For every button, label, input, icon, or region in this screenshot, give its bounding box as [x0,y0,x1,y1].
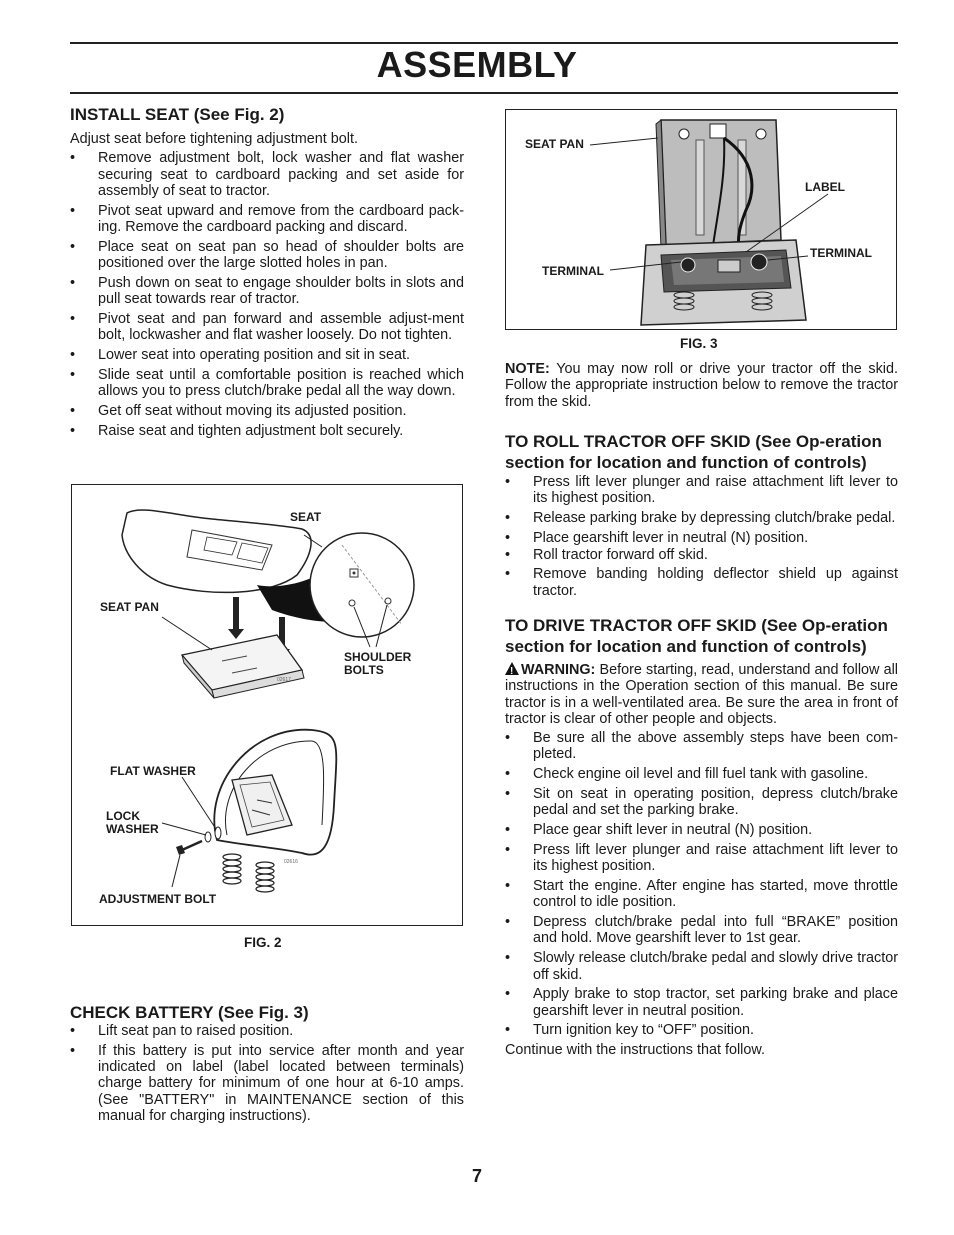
list-item: • Remove banding holding deflector shield up against tractor. [505,566,898,599]
install-seat-intro: Adjust seat before tightening adjustment bolt. [70,131,358,147]
list-item: • Start the engine. After engine has started, move throttle control to idle position. [505,878,898,911]
adjustment-bolt-label: ADJUSTMENT BOLT [99,892,217,906]
list-item: • Be sure all the above assembly steps have been com-pleted. [505,730,898,763]
right-column-text [505,361,898,1059]
drive-off-steps [505,730,898,1039]
fig3-seat-pan-label: SEAT PAN [525,137,584,151]
roll-off-steps [505,474,898,599]
list-item: • Remove adjustment bolt, lock washer and flat washer securing seat to cardboard packing and set aside for assembly of seat to tractor. [70,150,464,199]
flat-washer-label: FLAT WASHER [110,764,196,778]
figure-2-seat-assembly [71,484,463,926]
install-seat-heading: INSTALL SEAT (See Fig. 2) [70,105,285,124]
seat-assembly-illustration [72,485,462,925]
shoulder-bolts-label: SHOULDER BOLTS [344,650,412,677]
drive-off-outro: Continue with the instructions that follow. [505,1042,765,1059]
figure-3-battery [505,109,897,330]
warning-prefix: WARNING: [521,661,596,678]
warning-icon: ! [505,662,519,675]
part-code-02616: 02616 [284,859,298,865]
list-item: • Depress clutch/brake pedal into full “BRAKE” position and hold. Move gearshift lever to 1st gear. [505,914,898,947]
warning-text: Before starting, read, understand and follow all instructions in the Operation section of this manual. Be sure tractor is in a well-ventilated area. Be sure the area in front of tractor is clear of other people and objects. [505,661,898,727]
list-item: • If this battery is put into service after month and year indicated on label (label located between terminals) charge battery for minimum of one hour at 6-10 amps. (See "BATTERY" in MAINTENANCE section of this manual for charging instructions). [70,1043,464,1124]
note-paragraph [505,361,898,410]
page-title: ASSEMBLY [376,44,578,85]
fig3-terminal-left-label: TERMINAL [542,264,604,278]
seat-label: SEAT [290,510,322,524]
figure-3-caption: FIG. 3 [680,336,718,351]
install-seat-steps [70,150,464,439]
warning-paragraph [505,662,898,727]
note-prefix: NOTE: [505,361,550,377]
list-item: • Press lift lever plunger and raise attachment lift lever to its highest position. [505,842,898,875]
note-text: You may now roll or drive your tractor off the skid. Follow the appropriate instruction below to remove the tractor from the skid. [505,361,898,410]
check-battery-heading: CHECK BATTERY (See Fig. 3) [70,1003,309,1022]
list-item: • Apply brake to stop tractor, set parking brake and place gearshift lever in neutral position. [505,986,898,1019]
list-item: • Sit on seat in operating position, depress clutch/brake pedal and set the parking brake. [505,786,898,819]
list-item: • Get off seat without moving its adjusted position. [70,403,464,419]
list-item: • Slowly release clutch/brake pedal and slowly drive tractor off skid. [505,950,898,983]
list-item: • Slide seat until a comfortable position is reached which allows you to press clutch/brake pedal all the way down. [70,367,464,400]
list-item: • Place gearshift lever in neutral (N) position. [505,530,898,546]
left-column [70,100,464,443]
fig3-label-label: LABEL [805,180,845,194]
list-item: • Turn ignition key to “OFF” position. [505,1022,898,1038]
list-item: • Roll tractor forward off skid. [505,547,898,563]
list-item: • Check engine oil level and fill fuel tank with gasoline. [505,766,898,782]
check-battery-steps [70,1023,464,1124]
title-rule [70,92,898,94]
figure-2-caption: FIG. 2 [244,935,282,950]
list-item: • Place gear shift lever in neutral (N) position. [505,822,898,838]
list-item: • Pivot seat upward and remove from the cardboard pack-ing. Remove the cardboard packing and discard. [70,203,464,236]
list-item: • Raise seat and tighten adjustment bolt securely. [70,423,464,439]
check-battery-section [70,1002,464,1128]
list-item: • Pivot seat and pan forward and assemble adjust-ment bolt, lockwasher and flat washer loosely. Do not tighten. [70,311,464,344]
list-item: • Press lift lever plunger and raise attachment lift lever to its highest position. [505,474,898,507]
list-item: • Lower seat into operating position and sit in seat. [70,347,464,363]
fig3-terminal-right-label: TERMINAL [810,246,872,260]
lock-washer-label: LOCK WASHER [106,809,159,836]
drive-off-heading: TO DRIVE TRACTOR OFF SKID (See Op-eration section for location and function of controls) [505,615,888,656]
seat-pan-label: SEAT PAN [100,600,159,614]
page-number: 7 [471,1166,482,1186]
part-code-02617: 02617 [277,677,291,683]
list-item: • Push down on seat to engage shoulder bolts in slots and pull seat towards rear of tractor. [70,275,464,308]
list-item: • Place seat on seat pan so head of shoulder bolts are positioned over the large slotted holes in pan. [70,239,464,272]
list-item: • Release parking brake by depressing clutch/brake pedal. [505,510,898,526]
list-item: • Lift seat pan to raised position. [70,1023,464,1039]
roll-off-heading: TO ROLL TRACTOR OFF SKID (See Op-eration section for location and function of controls) [505,431,882,472]
